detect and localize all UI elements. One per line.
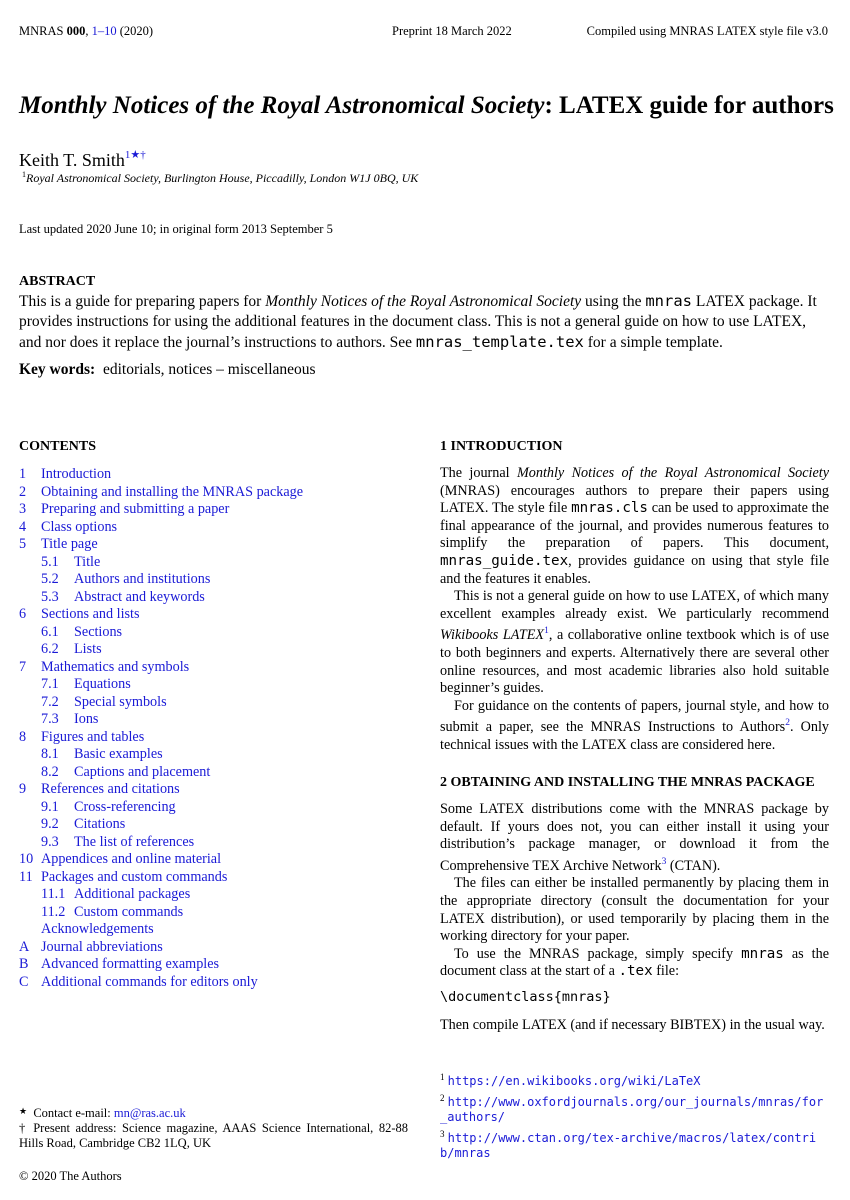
author-name: Keith T. Smith <box>19 150 125 170</box>
toc-item[interactable] <box>19 501 399 519</box>
right-footnotes <box>440 1070 829 1163</box>
toc-item-number: 8 <box>19 728 27 745</box>
abstract-heading: ABSTRACT <box>19 274 96 289</box>
url-footnote <box>440 1091 829 1125</box>
install-paragraph-1: Some LATEX distributions come with the MNRAS package by default. If yours does not, you can either install it using your distribution’s package manager, or download it from the Comprehensive TEX Archive Network$^3$ (CTAN). <box>440 801 829 874</box>
running-head-citation: MNRAS 000, 1–10 (2020) <box>19 24 154 38</box>
toc-item-label[interactable]: Advanced formatting examples <box>41 956 220 972</box>
toc-item-label[interactable]: Abstract and keywords <box>74 588 205 605</box>
toc-item-number: 3 <box>19 501 27 517</box>
toc-item[interactable] <box>19 606 399 624</box>
toc-item[interactable] <box>19 939 399 957</box>
toc-item-label[interactable]: Additional packages <box>74 886 191 902</box>
toc-item[interactable] <box>19 974 399 992</box>
toc-item[interactable] <box>19 799 399 817</box>
toc-item-label[interactable]: Sections <box>74 623 123 640</box>
contact-footnote: ★ Contact e-mail: mn@ras.ac.uk <box>19 1106 186 1120</box>
toc-item-label[interactable]: References and citations <box>41 781 180 797</box>
toc-item[interactable] <box>19 571 399 589</box>
toc-item-label[interactable]: Additional commands for editors only <box>41 973 258 990</box>
abstract-body: This is a guide for preparing papers for Monthly Notices of the Royal Astronomical Society using the mnras LATEX package. It provides instructions for using the additional features in the document class. This is not a general guide on how to use LATEX, and nor does it replace the journal’s instructions to authors. See mnras_template.tex for a simple template. <box>19 292 817 351</box>
toc-item-number: C <box>19 973 29 990</box>
toc-item-number: 11.2 <box>41 903 66 920</box>
toc-item-number: 7.1 <box>41 676 59 692</box>
toc-item[interactable] <box>19 781 399 799</box>
toc-item[interactable] <box>19 729 399 747</box>
toc-item[interactable] <box>19 711 399 729</box>
toc-item-label[interactable]: Class options <box>41 518 118 535</box>
toc-item[interactable] <box>19 904 399 922</box>
footnote-number: 1 <box>440 1072 445 1082</box>
toc-item-label[interactable]: Acknowledgements <box>41 921 154 937</box>
footnote-url-link[interactable]: http://www.oxfordjournals.org/our_journals/mnras/for_authors/ <box>440 1095 824 1124</box>
intro-paragraph-3: For guidance on the contents of papers, journal style, and how to submit a paper, see the MNRAS Instructions to Authors$^2$. Only technical issues with the LATEX class are considered here. <box>440 697 829 753</box>
toc-item-number: 10 <box>19 851 34 867</box>
toc-item-label[interactable]: Lists <box>74 641 102 657</box>
last-updated: Last updated 2020 June 10; in original form 2013 September 5 <box>19 222 333 236</box>
url-footnote <box>440 1070 829 1089</box>
code-example: \documentclass{mnras} <box>440 988 611 1005</box>
toc-item-number: B <box>19 956 29 972</box>
footnote-ref-1[interactable]: 1 <box>544 626 549 637</box>
toc-item-number: 1 <box>19 466 27 482</box>
toc-item-label[interactable]: Citations <box>74 816 126 832</box>
toc-item-number: 6.2 <box>41 641 59 657</box>
url-footnote <box>440 1127 829 1161</box>
toc-item[interactable] <box>19 536 399 554</box>
toc-item[interactable] <box>19 851 399 869</box>
toc-item-number: 9.2 <box>41 816 59 832</box>
present-address-footnote: † Present address: Science magazine, AAAS Science International, 82-88 Hills Road, Cambridge CB2 1LQ, UK <box>19 1121 409 1150</box>
toc-item-number: 7.2 <box>41 693 59 710</box>
page-range-link[interactable]: 1–10 <box>91 24 117 38</box>
toc-item-label[interactable]: Title <box>74 553 101 570</box>
toc-item-label[interactable]: Title page <box>41 536 98 552</box>
toc-item-number: 7.3 <box>41 711 59 727</box>
toc-item-number: 9.3 <box>41 833 59 850</box>
toc-item-label[interactable]: Authors and institutions <box>74 571 211 587</box>
intro-paragraph-2: This is not a general guide on how to use LATEX, of which many excellent examples already exist. We particularly recommend Wikibooks LATEX$^1$, a collaborative online textbook which is of use to both beginners and experts. Alternatively there are several other online resources, and most academic libraries also hold suitable beginner’s guides. <box>440 588 829 697</box>
toc-item[interactable] <box>19 641 399 659</box>
toc-item[interactable] <box>19 886 399 904</box>
intro-body <box>440 465 829 755</box>
toc-item[interactable] <box>19 921 399 939</box>
toc-item-label[interactable]: Appendices and online material <box>41 851 222 867</box>
toc-item-number: 5.2 <box>41 571 59 587</box>
install-paragraph-3: To use the MNRAS package, simply specify mnras as the document class at the start of a .tex file: <box>440 945 830 980</box>
toc-item-number: 2 <box>19 483 27 500</box>
toc-item[interactable] <box>19 589 399 607</box>
toc-item-number: 4 <box>19 518 27 535</box>
toc-item[interactable] <box>19 624 399 642</box>
toc-item[interactable] <box>19 519 399 537</box>
toc-item-label[interactable]: Custom commands <box>74 903 184 920</box>
install-heading: 2 OBTAINING AND INSTALLING THE MNRAS PACKAGE <box>440 775 815 790</box>
footnote-number: 3 <box>440 1129 445 1139</box>
table-of-contents <box>19 466 399 991</box>
footnote-number: 2 <box>440 1093 445 1103</box>
copyright: © 2020 The Authors <box>19 1169 122 1183</box>
toc-item-label[interactable]: Ions <box>74 711 99 727</box>
intro-paragraph-1: The journal Monthly Notices of the Royal Astronomical Society (MNRAS) encourages authors to prepare their papers using LATEX. The style file mnras.cls can be used to approximate the final appearance of the journal, and provides numerous features to simplify the preparation of papers. This document, mnras_guide.tex, provides guidance on using that style file and the features it enables. <box>440 465 829 587</box>
affiliation: $^1$Royal Astronomical Society, Burlington House, Piccadilly, London W1J 0BQ, UK <box>22 170 419 185</box>
author-marks[interactable]: 1★† <box>124 149 146 161</box>
contact-email-link[interactable]: mn@ras.ac.uk <box>113 1106 186 1120</box>
toc-item-label[interactable]: Introduction <box>41 466 112 482</box>
intro-heading: 1 INTRODUCTION <box>440 439 563 454</box>
running-head-preprint: Preprint 18 March 2022 <box>392 24 512 38</box>
footnote-ref-2[interactable]: 2 <box>785 718 790 729</box>
running-head-compiled: Compiled using MNRAS LATEX style file v3.0 <box>586 24 828 38</box>
toc-item-label[interactable]: The list of references <box>74 833 195 850</box>
toc-item-label[interactable]: Preparing and submitting a paper <box>41 501 230 517</box>
toc-item-label[interactable]: Special symbols <box>74 693 167 710</box>
toc-item[interactable] <box>19 746 399 764</box>
toc-item-label[interactable]: Cross-referencing <box>74 798 176 815</box>
toc-item-label[interactable]: Obtaining and installing the MNRAS package <box>41 483 304 500</box>
toc-item[interactable] <box>19 484 399 502</box>
toc-item[interactable] <box>19 676 399 694</box>
toc-item[interactable] <box>19 659 399 677</box>
toc-item-number: 8.1 <box>41 746 59 762</box>
toc-item-number: 5.3 <box>41 588 59 605</box>
toc-item[interactable] <box>19 466 399 484</box>
toc-item-label[interactable]: Captions and placement <box>74 763 211 780</box>
left-footnotes <box>19 1104 408 1151</box>
toc-item-label[interactable]: Basic examples <box>74 746 163 762</box>
toc-item[interactable] <box>19 816 399 834</box>
toc-item-label[interactable]: Packages and custom commands <box>41 868 228 885</box>
install-paragraph-2: The files can either be installed permanently by placing them in the appropriate directory (consult the documentation for your LATEX distribution), or used temporarily by placing them in the working directory for your paper. <box>440 875 829 945</box>
contents-heading: CONTENTS <box>19 439 97 454</box>
toc-item[interactable] <box>19 764 399 782</box>
toc-item[interactable] <box>19 834 399 852</box>
toc-item-label[interactable]: Figures and tables <box>41 728 145 745</box>
toc-item-number: 9.1 <box>41 798 59 815</box>
author-line <box>19 148 146 171</box>
toc-item-label[interactable]: Mathematics and symbols <box>41 658 190 675</box>
toc-item-label[interactable]: Sections and lists <box>41 606 140 622</box>
paper-title: Monthly Notices of the Royal Astronomical Society: LATEX guide for authors <box>19 92 834 119</box>
toc-item-number: 5 <box>19 536 27 552</box>
toc-item-number: 6 <box>19 606 27 622</box>
toc-item-number: 8.2 <box>41 763 59 780</box>
toc-item-number: 5.1 <box>41 553 59 570</box>
footnote-url-link[interactable]: https://en.wikibooks.org/wiki/LaTeX <box>447 1074 701 1088</box>
toc-item-number: 9 <box>19 781 27 797</box>
toc-item[interactable] <box>19 869 399 887</box>
install-paragraph-4: Then compile LATEX (and if necessary BIBTEX) in the usual way. <box>440 1016 825 1033</box>
footnote-ref-3[interactable]: 3 <box>661 856 667 867</box>
footnote-url-link[interactable]: http://www.ctan.org/tex-archive/macros/latex/contrib/mnras <box>440 1131 817 1160</box>
toc-item-number: A <box>19 938 30 955</box>
toc-item-label[interactable]: Journal abbreviations <box>41 938 163 955</box>
install-body <box>440 801 829 1034</box>
toc-item-number: 11.1 <box>41 886 66 902</box>
keywords: Key words: editorials, notices – miscellaneous <box>19 361 316 378</box>
toc-item-number: 6.1 <box>41 623 59 640</box>
toc-item-number: 11 <box>19 868 33 885</box>
toc-item[interactable] <box>19 554 399 572</box>
toc-item-label[interactable]: Equations <box>74 676 131 692</box>
toc-item[interactable] <box>19 956 399 974</box>
toc-item[interactable] <box>19 694 399 712</box>
toc-item-number: 7 <box>19 658 27 675</box>
